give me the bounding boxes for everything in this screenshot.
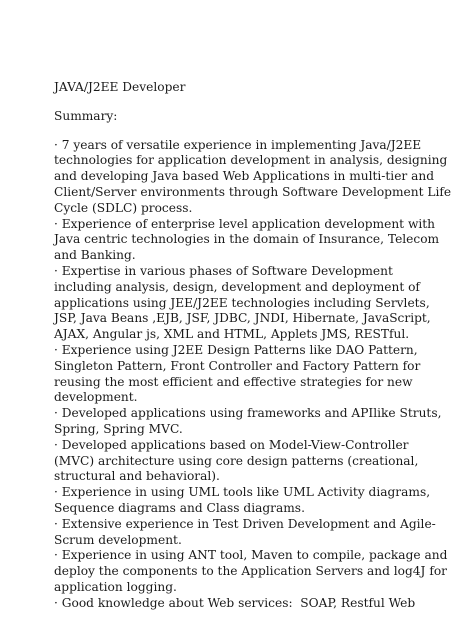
summary-line: · 7 years of versatile experience in implementing Java/J2EE <box>54 137 422 152</box>
summary-line: · Expertise in various phases of Software Development <box>54 263 393 278</box>
summary-line: · Extensive experience in Test Driven Development and Agile- <box>54 516 436 531</box>
summary-line: Java centric technologies in the domain of Insurance, Telecom <box>54 232 440 247</box>
summary-line: Sequence diagrams and Class diagrams. <box>54 500 305 515</box>
summary-line: and Banking. <box>54 248 136 263</box>
summary-line: · Experience of enterprise level application development with <box>54 216 436 231</box>
summary-line: applications using JEE/J2EE technologies including Servlets, <box>54 295 430 310</box>
summary-line: Scrum development. <box>54 532 182 547</box>
summary-line: including analysis, design, development and deployment of <box>54 279 420 294</box>
summary-body <box>54 137 452 612</box>
summary-line: · Developed applications based on Model-View-Controller <box>54 437 409 452</box>
summary-line: Singleton Pattern, Front Controller and Factory Pattern for <box>54 358 421 373</box>
document-title: JAVA/J2EE Developer <box>54 80 186 94</box>
document-content <box>54 80 452 612</box>
summary-line: reusing the most efficient and effective strategies for new <box>54 374 413 389</box>
summary-line: Client/Server environments through Software Development Life <box>54 184 452 199</box>
summary-line: development. <box>54 390 138 405</box>
summary-line: Cycle (SDLC) process. <box>54 200 193 215</box>
summary-line: · Experience in using UML tools like UML Activity diagrams, <box>54 485 431 500</box>
summary-line: (MVC) architecture using core design patterns (creational, <box>54 453 419 468</box>
summary-line: and developing Java based Web Applications in multi-tier and <box>54 169 435 184</box>
summary-line: · Experience using J2EE Design Patterns like DAO Pattern, <box>54 342 418 357</box>
summary-line: AJAX, Angular js, XML and HTML, Applets JMS, RESTful. <box>54 327 410 342</box>
summary-heading: Summary: <box>54 108 118 123</box>
summary-line: Spring, Spring MVC. <box>54 421 183 436</box>
summary-line: technologies for application development in analysis, designing <box>54 153 448 168</box>
summary-line: structural and behavioral). <box>54 469 220 484</box>
summary-line: · Experience in using ANT tool, Maven to compile, package and <box>54 548 448 563</box>
summary-line: · Developed applications using frameworks and APIlike Struts, <box>54 406 442 421</box>
summary-line: · Good knowledge about Web services: SOAP, Restful Web <box>54 595 416 610</box>
summary-line: JSP, Java Beans ,EJB, JSF, JDBC, JNDI, Hibernate, JavaScript, <box>54 311 431 326</box>
summary-line: application logging. <box>54 579 177 594</box>
summary-line: deploy the components to the Application Servers and log4J for <box>54 564 447 579</box>
